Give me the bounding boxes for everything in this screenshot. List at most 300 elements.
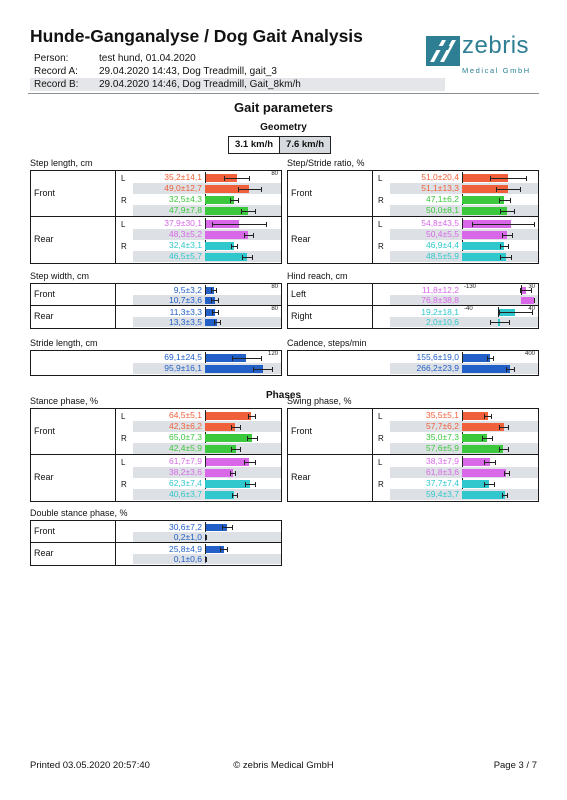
error-bar [241,211,255,212]
table-row [31,229,281,240]
error-cap [255,482,256,487]
error-bar [484,484,495,485]
table-row [288,307,538,317]
error-bar [482,438,493,439]
error-bar [490,178,527,179]
value-text: 9,5±3,2 [173,285,202,295]
value-bar [205,242,234,250]
error-cap [212,222,213,227]
value-text: 30,6±7,2 [168,522,202,532]
table-row [31,410,281,421]
axis-max-label: 400 [524,351,535,357]
error-bar [222,527,232,528]
footer-copyright: © zebris Medical GmbH [233,760,334,771]
speed-b: 7.6 km/h [279,137,330,153]
value-bar [205,412,251,420]
speed-legend [228,136,331,154]
table-row [31,532,281,542]
cadence-group-all [288,351,538,375]
error-cap [502,233,503,238]
error-bar [472,224,534,225]
error-bar [487,358,494,359]
error-bar [253,369,272,370]
value-bar [462,365,510,373]
value-text: 32,5±4,3 [168,194,202,204]
error-cap [512,233,513,238]
table-row [288,456,538,467]
step-length-title: Step length, cm [30,158,93,168]
error-cap [484,414,485,419]
value-bar [205,434,252,442]
error-cap [509,320,510,325]
error-bar [231,427,240,428]
value-text: 155,6±19,0 [416,352,459,362]
error-bar [502,235,512,236]
error-cap [238,187,239,192]
hind-reach-group-right [288,306,538,328]
side-label: L [378,173,383,183]
value-bar [205,491,234,499]
error-cap [494,482,495,487]
error-cap [212,310,213,315]
error-cap [227,547,228,552]
double-stance-table [30,520,282,566]
hind-reach-group-left [288,284,538,306]
side-label: R [378,433,384,443]
value-text: 11,3±3,3 [169,307,202,317]
error-bar [490,322,509,323]
record-b-value: 29.04.2020 14:46, Dog Treadmill, Gait_8km/h [99,79,301,90]
table-row [288,183,538,194]
stance-phase-title: Stance phase, % [30,396,99,406]
value-text: 0,1±0,6 [173,554,202,564]
error-cap [240,425,241,430]
group-label: Front [34,289,56,299]
value-text: 61,7±7,9 [168,456,202,466]
table-row [288,172,538,183]
group-label: Rear [291,234,311,244]
value-text: 40,6±3,7 [168,489,202,499]
table-row [31,218,281,229]
step-stride-ratio-group-rear [288,217,538,263]
value-text: 10,7±3,6 [168,295,202,305]
error-bar [230,200,238,201]
value-text: 64,5±5,1 [168,410,202,420]
axis-max-label: 80 [271,306,278,312]
error-cap [493,356,494,361]
error-cap [534,298,535,303]
error-cap [514,209,515,214]
person-row [30,52,445,65]
group-label: Front [291,426,313,436]
record-b-label: Record B: [34,79,79,90]
cadence-title: Cadence, steps/min [287,338,367,348]
value-text: 61,8±3,6 [425,467,459,477]
error-bar [242,257,252,258]
error-bar [499,200,510,201]
side-label: R [121,241,127,251]
error-bar [231,449,239,450]
error-cap [490,176,491,181]
axis-min-label: -130 [464,284,477,290]
error-cap [261,356,262,361]
error-cap [504,471,505,476]
error-cap [482,436,483,441]
table-row [288,352,538,363]
group-label: Front [291,188,313,198]
zebris-logo [426,32,538,84]
zebris-logo-icon [426,36,460,66]
value-text: 0,2±1,0 [173,532,202,542]
value-text: 48,5±5,9 [425,251,459,261]
error-cap [216,288,217,293]
step-length-group-front [31,171,281,217]
error-cap [257,436,258,441]
error-cap [502,493,503,498]
table-row [288,432,538,443]
value-text: 51,0±20,4 [421,172,459,182]
error-cap [507,493,508,498]
group-label: Left [291,289,307,299]
value-bar [462,231,507,239]
error-cap [224,176,225,181]
error-cap [255,460,256,465]
table-row [31,467,281,478]
error-bar [238,189,261,190]
stance-phase-group-rear [31,455,281,501]
logo-text: zebris [462,32,530,59]
table-row [288,443,538,454]
error-cap [272,367,273,372]
value-text: 37,9±30,1 [164,218,202,228]
side-label: L [121,457,126,467]
value-bar [205,231,248,239]
error-cap [211,288,212,293]
person-label: Person: [34,53,69,64]
error-cap [499,310,500,315]
value-text: 48,3±5,2 [168,229,202,239]
hind-reach-title: Hind reach, cm [287,271,348,281]
error-cap [230,471,231,476]
error-cap [220,547,221,552]
error-cap [500,209,501,214]
table-row [288,467,538,478]
hind-reach-table [287,283,539,329]
error-cap [495,460,496,465]
step-length-group-rear [31,217,281,263]
side-label: L [378,219,383,229]
error-cap [237,244,238,249]
section-phases: Phases [265,390,302,401]
value-text: 69,1±24,5 [164,352,202,362]
error-bar [245,484,256,485]
value-bar [462,253,506,261]
table-row [31,363,281,374]
value-text: 46,9±4,4 [425,240,459,250]
error-bar [247,438,258,439]
table-row [31,317,281,327]
side-label: L [121,219,126,229]
speed-a: 3.1 km/h [235,139,274,150]
stance-phase-group-front [31,409,281,455]
error-cap [484,460,485,465]
table-row [288,285,538,295]
header-divider [28,93,539,94]
table-row [31,240,281,251]
error-cap [231,244,232,249]
table-row [288,317,538,327]
side-label: R [378,479,384,489]
error-bar [500,257,511,258]
table-row [31,522,281,532]
error-cap [244,460,245,465]
value-text: 11,8±12,2 [421,285,459,295]
error-cap [206,557,207,562]
table-row [31,194,281,205]
axis-max-label: 80 [271,284,278,290]
value-text: 19,2±18,1 [421,307,459,317]
step-length-table [30,170,282,264]
value-text: 37,7±7,4 [425,478,459,488]
error-bar [500,246,508,247]
error-cap [500,244,501,249]
error-bar [499,449,507,450]
swing-phase-title: Swing phase, % [287,396,352,406]
error-bar [248,416,255,417]
step-width-group-front [31,284,281,306]
error-cap [252,255,253,260]
value-text: 13,3±3,5 [168,317,202,327]
value-text: 50,4±5,5 [425,229,459,239]
error-cap [496,187,497,192]
error-cap [230,198,231,203]
error-cap [526,176,527,181]
table-row [31,251,281,262]
value-text: 35,2±14,1 [164,172,202,182]
error-cap [222,525,223,530]
table-row [31,489,281,500]
value-text: 266,2±23,9 [416,363,459,373]
group-label: Rear [291,472,311,482]
error-cap [240,447,241,452]
table-row [31,352,281,363]
value-text: 38,3±7,9 [425,456,459,466]
error-cap [232,525,233,530]
stride-length-table [30,350,282,376]
error-cap [472,222,473,227]
error-cap [218,310,219,315]
group-label: Front [34,526,56,536]
step-width-table [30,283,282,329]
value-text: 25,8±4,9 [168,544,202,554]
table-row [31,307,281,317]
side-label: R [121,195,127,205]
axis-max-label: 120 [267,351,278,357]
error-cap [244,233,245,238]
person-value: test hund, 01.04.2020 [99,53,196,64]
value-text: 35,5±5,1 [425,410,459,420]
table-row [288,421,538,432]
error-cap [508,425,509,430]
value-bar [462,423,504,431]
error-cap [514,367,515,372]
value-bar [521,297,535,304]
error-cap [511,255,512,260]
error-cap [508,447,509,452]
error-cap [245,482,246,487]
swing-phase-group-front [288,409,538,455]
error-bar [499,312,532,313]
error-bar [244,462,255,463]
table-row [288,194,538,205]
table-row [31,295,281,305]
double-stance-group-rear [31,543,281,565]
step-stride-ratio-group-front [288,171,538,217]
table-row [288,295,538,305]
error-cap [499,447,500,452]
value-text: 42,4±5,9 [168,443,202,453]
value-text: 35,0±7,3 [425,432,459,442]
error-cap [218,298,219,303]
error-bar [506,369,515,370]
cadence-table [287,350,539,376]
side-label: R [121,479,127,489]
value-text: 57,7±6,2 [425,421,459,431]
side-label: R [121,433,127,443]
error-bar [500,211,515,212]
value-text: 57,6±5,9 [425,443,459,453]
error-cap [261,187,262,192]
table-row [31,443,281,454]
error-cap [508,244,509,249]
table-row [31,544,281,554]
footer-page: Page 3 / 7 [493,760,537,771]
error-cap [237,493,238,498]
group-label: Right [291,311,313,321]
error-cap [253,233,254,238]
value-text: 2,0±10,6 [425,317,459,327]
error-cap [499,198,500,203]
stance-phase-table [30,408,282,502]
error-bar [220,549,227,550]
error-bar [244,235,253,236]
stride-length-group-all [31,351,281,375]
error-cap [499,425,500,430]
error-cap [266,222,267,227]
record-a-label: Record A: [34,66,78,77]
error-cap [206,535,207,540]
table-row [288,478,538,489]
table-row [288,205,538,216]
axis-max-label: 30 [528,284,535,290]
error-cap [231,447,232,452]
error-cap [220,320,221,325]
value-text: 51,1±13,3 [421,183,459,193]
error-cap [520,187,521,192]
error-cap [534,222,535,227]
table-row [288,240,538,251]
value-bar [205,480,250,488]
table-row [288,363,538,374]
value-text: 38,2±3,6 [168,467,202,477]
value-text: 49,0±12,7 [164,183,202,193]
value-text: 76,8±38,8 [421,295,459,305]
value-text: 47,9±7,8 [168,205,202,215]
value-text: 54,8±43,5 [421,218,459,228]
error-cap [214,320,215,325]
group-label: Front [34,426,56,436]
error-cap [506,367,507,372]
record-a-row [30,65,445,78]
error-cap [484,482,485,487]
footer-printed: Printed 03.05.2020 20:57:40 [30,760,150,771]
error-cap [255,414,256,419]
report-title: Hunde-Ganganalyse / Dog Gait Analysis [30,26,363,46]
double-stance-group-front [31,521,281,543]
table-row [31,478,281,489]
error-cap [241,209,242,214]
table-row [288,251,538,262]
value-bar [462,469,506,477]
error-bar [212,224,266,225]
error-bar [232,358,261,359]
error-cap [232,493,233,498]
axis-max-label: 80 [271,171,278,177]
axis-max-label: 40 [528,306,535,312]
table-row [31,183,281,194]
group-label: Rear [34,234,54,244]
side-label: R [378,195,384,205]
step-stride-ratio-table [287,170,539,264]
group-label: Rear [34,311,54,321]
error-cap [232,356,233,361]
value-bar [462,491,505,499]
error-bar [484,462,495,463]
section-geometry: Geometry [260,122,307,133]
error-cap [238,198,239,203]
group-label: Front [34,188,56,198]
section-gait-parameters: Gait parameters [234,100,333,115]
table-row [31,172,281,183]
table-row [31,456,281,467]
side-label: R [378,241,384,251]
value-text: 95,9±16,1 [164,363,202,373]
side-label: L [378,457,383,467]
step-stride-ratio-title: Step/Stride ratio, % [287,158,365,168]
side-label: L [378,411,383,421]
error-cap [253,367,254,372]
axis-min-label: -40 [464,306,473,312]
error-cap [249,176,250,181]
error-cap [247,436,248,441]
value-bar [462,242,504,250]
error-cap [255,209,256,214]
value-text: 62,3±7,4 [168,478,202,488]
group-label: Rear [34,548,54,558]
error-cap [487,356,488,361]
table-row [288,489,538,500]
record-a-value: 29.04.2020 14:43, Dog Treadmill, gait_3 [99,66,277,77]
value-text: 50,0±8,1 [425,205,459,215]
value-bar [205,469,233,477]
double-stance-title: Double stance phase, % [30,508,128,518]
table-row [288,229,538,240]
error-cap [500,255,501,260]
table-row [288,218,538,229]
error-bar [484,416,491,417]
value-text: 65,0±7,3 [168,432,202,442]
value-text: 59,4±3,7 [425,489,459,499]
